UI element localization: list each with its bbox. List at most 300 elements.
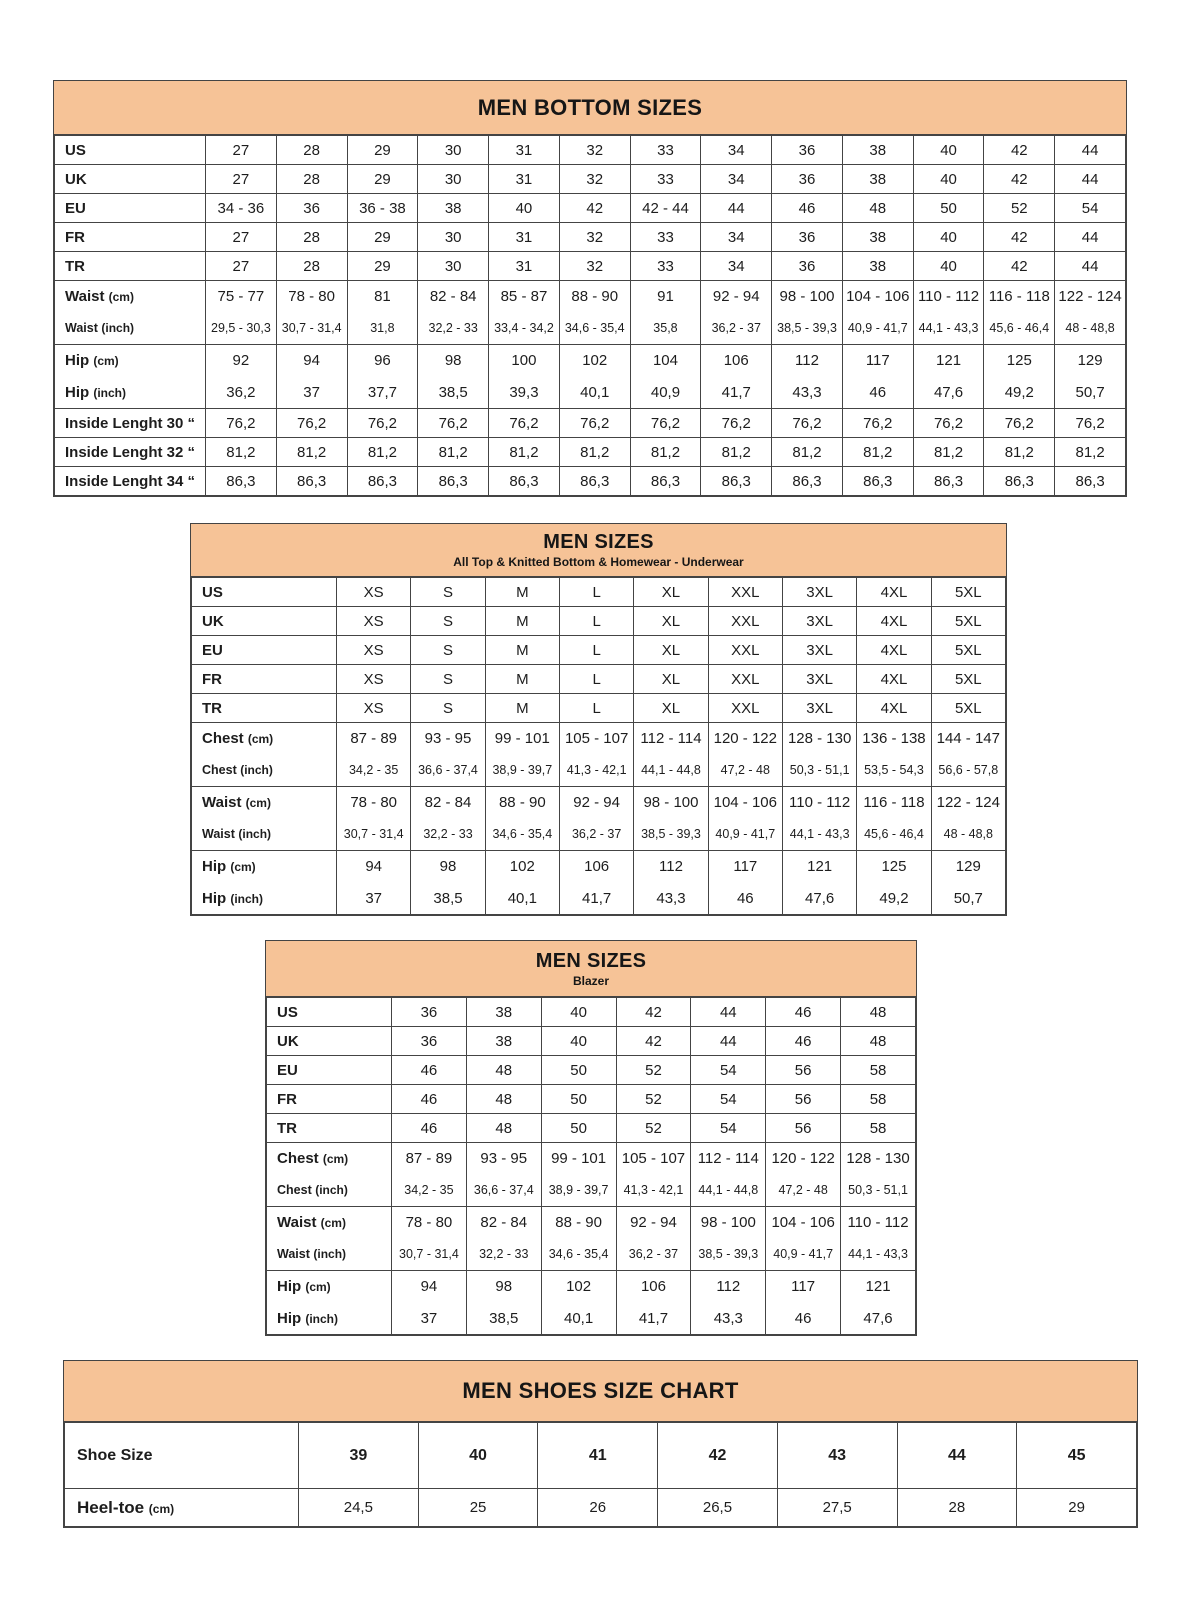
value-cell: L: [559, 665, 633, 694]
row-label: US: [55, 136, 206, 165]
value-cell: 40,1: [485, 883, 559, 915]
row-label: Chest (cm): [192, 723, 337, 755]
value-cell: 106: [559, 851, 633, 883]
value-cell: 44,1 - 43,3: [841, 1239, 916, 1271]
value-cell: 81,2: [559, 438, 630, 467]
table-row: [55, 467, 1126, 496]
value-cell: 86,3: [913, 467, 984, 496]
value-cell: 99 - 101: [485, 723, 559, 755]
value-cell: 92 - 94: [701, 281, 772, 313]
value-cell: 43,3: [691, 1303, 766, 1335]
value-cell: 29: [1017, 1489, 1137, 1527]
row-label: FR: [267, 1085, 392, 1114]
value-cell: 86,3: [842, 467, 913, 496]
value-cell: 5XL: [931, 694, 1005, 723]
value-cell: 41: [538, 1423, 658, 1489]
value-cell: 117: [766, 1271, 841, 1303]
value-cell: 86,3: [559, 467, 630, 496]
value-cell: 44: [691, 998, 766, 1027]
value-cell: 81,2: [489, 438, 560, 467]
table-row: [267, 1207, 916, 1239]
value-cell: 37: [392, 1303, 467, 1335]
value-cell: 52: [984, 194, 1055, 223]
value-cell: 38: [466, 998, 541, 1027]
value-cell: 30,7 - 31,4: [276, 313, 347, 345]
value-cell: 136 - 138: [857, 723, 931, 755]
value-cell: 58: [841, 1114, 916, 1143]
value-cell: 128 - 130: [841, 1143, 916, 1175]
value-cell: 104: [630, 345, 701, 377]
table-row: [192, 636, 1006, 665]
table-row: [55, 345, 1126, 377]
value-cell: 48: [466, 1085, 541, 1114]
value-cell: 54: [691, 1085, 766, 1114]
value-cell: 86,3: [206, 467, 277, 496]
value-cell: 3XL: [782, 607, 856, 636]
value-cell: 42 - 44: [630, 194, 701, 223]
value-cell: 42: [984, 223, 1055, 252]
row-label: Inside Lenght 30 “: [55, 409, 206, 438]
value-cell: 78 - 80: [392, 1207, 467, 1239]
table-row: [55, 194, 1126, 223]
row-label: Waist (cm): [192, 787, 337, 819]
value-cell: 81,2: [630, 438, 701, 467]
value-cell: 36: [772, 252, 843, 281]
value-cell: 47,6: [913, 377, 984, 409]
value-cell: 38,5: [466, 1303, 541, 1335]
value-cell: 100: [489, 345, 560, 377]
value-cell: 122 - 124: [1055, 281, 1126, 313]
row-label: Waist (cm): [55, 281, 206, 313]
row-label: EU: [55, 194, 206, 223]
value-cell: 54: [691, 1056, 766, 1085]
value-cell: 49,2: [857, 883, 931, 915]
value-cell: 34,6 - 35,4: [485, 819, 559, 851]
row-label: TR: [55, 252, 206, 281]
value-cell: 36: [392, 1027, 467, 1056]
value-cell: 40,1: [541, 1303, 616, 1335]
value-cell: 98: [466, 1271, 541, 1303]
value-cell: 48: [466, 1114, 541, 1143]
value-cell: 110 - 112: [782, 787, 856, 819]
value-cell: XXL: [708, 694, 782, 723]
value-cell: 3XL: [782, 636, 856, 665]
table-title: MEN SHOES SIZE CHART: [462, 1378, 739, 1403]
value-cell: 105 - 107: [559, 723, 633, 755]
value-cell: 86,3: [347, 467, 418, 496]
value-cell: 38: [842, 165, 913, 194]
value-cell: 36 - 38: [347, 194, 418, 223]
value-cell: 87 - 89: [337, 723, 411, 755]
value-cell: 33: [630, 252, 701, 281]
value-cell: 92: [206, 345, 277, 377]
value-cell: 81,2: [418, 438, 489, 467]
value-cell: 116 - 118: [857, 787, 931, 819]
value-cell: 86,3: [276, 467, 347, 496]
value-cell: 26,5: [658, 1489, 778, 1527]
value-cell: 129: [1055, 345, 1126, 377]
table-row: [192, 851, 1006, 883]
value-cell: 76,2: [630, 409, 701, 438]
value-cell: 32: [559, 252, 630, 281]
row-label: UK: [192, 607, 337, 636]
value-cell: 120 - 122: [708, 723, 782, 755]
value-cell: 29: [347, 252, 418, 281]
value-cell: 34,6 - 35,4: [559, 313, 630, 345]
value-cell: 38,9 - 39,7: [485, 755, 559, 787]
value-cell: 94: [276, 345, 347, 377]
row-label: US: [267, 998, 392, 1027]
value-cell: 4XL: [857, 694, 931, 723]
value-cell: 49,2: [984, 377, 1055, 409]
value-cell: 46: [772, 194, 843, 223]
value-cell: 81: [347, 281, 418, 313]
table-row: [267, 1271, 916, 1303]
value-cell: 93 - 95: [411, 723, 485, 755]
value-cell: 32,2 - 33: [411, 819, 485, 851]
row-label: Chest (cm): [267, 1143, 392, 1175]
value-cell: 30,7 - 31,4: [337, 819, 411, 851]
value-cell: 50: [541, 1085, 616, 1114]
value-cell: 38: [842, 223, 913, 252]
value-cell: 98: [411, 851, 485, 883]
value-cell: 39: [299, 1423, 419, 1489]
value-cell: 46: [766, 1027, 841, 1056]
value-cell: 36: [276, 194, 347, 223]
value-cell: M: [485, 694, 559, 723]
value-cell: S: [411, 694, 485, 723]
value-cell: 29: [347, 136, 418, 165]
value-cell: 47,2 - 48: [766, 1175, 841, 1207]
men-shoes-size-chart-table: [63, 1360, 1138, 1528]
value-cell: 81,2: [772, 438, 843, 467]
value-cell: 47,2 - 48: [708, 755, 782, 787]
value-cell: 48 - 48,8: [931, 819, 1005, 851]
value-cell: 82 - 84: [466, 1207, 541, 1239]
value-cell: 31,8: [347, 313, 418, 345]
value-cell: 44,1 - 43,3: [913, 313, 984, 345]
value-cell: 121: [782, 851, 856, 883]
value-cell: 44: [1055, 136, 1126, 165]
value-cell: 42: [616, 1027, 691, 1056]
value-cell: XL: [634, 636, 708, 665]
value-cell: 30: [418, 252, 489, 281]
value-cell: 129: [931, 851, 1005, 883]
row-label: Chest (inch): [267, 1175, 392, 1207]
value-cell: 104 - 106: [766, 1207, 841, 1239]
table-row: [192, 694, 1006, 723]
row-label: Hip (cm): [55, 345, 206, 377]
value-cell: 5XL: [931, 578, 1005, 607]
value-cell: 25: [418, 1489, 538, 1527]
value-cell: 81,2: [701, 438, 772, 467]
value-cell: 31: [489, 223, 560, 252]
value-cell: L: [559, 694, 633, 723]
value-cell: 40: [541, 1027, 616, 1056]
value-cell: 56,6 - 57,8: [931, 755, 1005, 787]
value-cell: 37: [276, 377, 347, 409]
value-cell: 40: [541, 998, 616, 1027]
value-cell: 29: [347, 223, 418, 252]
value-cell: 30: [418, 136, 489, 165]
value-cell: 40: [489, 194, 560, 223]
value-cell: 36,6 - 37,4: [411, 755, 485, 787]
value-cell: 30,7 - 31,4: [392, 1239, 467, 1271]
value-cell: 38,9 - 39,7: [541, 1175, 616, 1207]
value-cell: 32,2 - 33: [418, 313, 489, 345]
value-cell: 37: [337, 883, 411, 915]
value-cell: 38,5 - 39,3: [691, 1239, 766, 1271]
value-cell: 36,2 - 37: [616, 1239, 691, 1271]
value-cell: 58: [841, 1056, 916, 1085]
value-cell: 76,2: [913, 409, 984, 438]
value-cell: XS: [337, 607, 411, 636]
value-cell: 144 - 147: [931, 723, 1005, 755]
value-cell: L: [559, 578, 633, 607]
table-row: [267, 1085, 916, 1114]
value-cell: 5XL: [931, 665, 1005, 694]
value-cell: 47,6: [782, 883, 856, 915]
row-label: Chest (inch): [192, 755, 337, 787]
value-cell: 110 - 112: [913, 281, 984, 313]
value-cell: 75 - 77: [206, 281, 277, 313]
table-row: [55, 252, 1126, 281]
value-cell: 5XL: [931, 636, 1005, 665]
table-row: [267, 1239, 916, 1271]
value-cell: 34,6 - 35,4: [541, 1239, 616, 1271]
value-cell: 48: [842, 194, 913, 223]
value-cell: 44: [691, 1027, 766, 1056]
value-cell: 102: [559, 345, 630, 377]
value-cell: 47,6: [841, 1303, 916, 1335]
value-cell: 48: [466, 1056, 541, 1085]
value-cell: 98 - 100: [634, 787, 708, 819]
table-row: [192, 578, 1006, 607]
table-row: [192, 755, 1006, 787]
row-label: FR: [192, 665, 337, 694]
value-cell: 46: [842, 377, 913, 409]
value-cell: 40: [913, 252, 984, 281]
value-cell: 117: [842, 345, 913, 377]
value-cell: 42: [984, 165, 1055, 194]
table-row: [267, 1056, 916, 1085]
value-cell: 46: [766, 1303, 841, 1335]
value-cell: 120 - 122: [766, 1143, 841, 1175]
value-cell: 86,3: [489, 467, 560, 496]
value-cell: 34: [701, 136, 772, 165]
value-cell: 39,3: [489, 377, 560, 409]
table-subtitle: All Top & Knitted Bottom & Homewear - Underwear: [453, 555, 744, 569]
value-cell: 32: [559, 136, 630, 165]
value-cell: 81,2: [206, 438, 277, 467]
value-cell: 27: [206, 252, 277, 281]
value-cell: XXL: [708, 578, 782, 607]
table-row: [192, 607, 1006, 636]
value-cell: 43: [777, 1423, 897, 1489]
value-cell: 99 - 101: [541, 1143, 616, 1175]
table-row: [267, 1143, 916, 1175]
value-cell: 104 - 106: [708, 787, 782, 819]
table-row: [55, 165, 1126, 194]
value-cell: 50,3 - 51,1: [841, 1175, 916, 1207]
value-cell: 88 - 90: [559, 281, 630, 313]
men-sizes-top-underwear-table: [190, 523, 1007, 916]
value-cell: 112: [634, 851, 708, 883]
value-cell: 81,2: [1055, 438, 1126, 467]
value-cell: 78 - 80: [337, 787, 411, 819]
value-cell: 35,8: [630, 313, 701, 345]
value-cell: 38,5 - 39,3: [634, 819, 708, 851]
value-cell: 43,3: [634, 883, 708, 915]
value-cell: 42: [658, 1423, 778, 1489]
value-cell: 98 - 100: [691, 1207, 766, 1239]
value-cell: 76,2: [347, 409, 418, 438]
value-cell: 86,3: [1055, 467, 1126, 496]
table-row: [55, 409, 1126, 438]
value-cell: 86,3: [630, 467, 701, 496]
value-cell: 50,7: [1055, 377, 1126, 409]
table-header: [54, 81, 1126, 135]
value-cell: 76,2: [559, 409, 630, 438]
value-cell: 42: [984, 136, 1055, 165]
value-cell: 102: [485, 851, 559, 883]
value-cell: 31: [489, 136, 560, 165]
value-cell: 48: [841, 1027, 916, 1056]
value-cell: 3XL: [782, 578, 856, 607]
value-cell: 38: [842, 252, 913, 281]
value-cell: 27: [206, 223, 277, 252]
value-cell: S: [411, 607, 485, 636]
value-cell: 3XL: [782, 665, 856, 694]
value-cell: S: [411, 636, 485, 665]
value-cell: 46: [708, 883, 782, 915]
table-header: [64, 1361, 1137, 1422]
row-label: FR: [55, 223, 206, 252]
row-label: TR: [192, 694, 337, 723]
row-label: Hip (inch): [55, 377, 206, 409]
value-cell: 41,7: [616, 1303, 691, 1335]
value-cell: 40,1: [559, 377, 630, 409]
value-cell: 42: [616, 998, 691, 1027]
value-cell: XXL: [708, 607, 782, 636]
value-cell: XXL: [708, 636, 782, 665]
value-cell: 44: [897, 1423, 1017, 1489]
value-cell: 121: [913, 345, 984, 377]
value-cell: 27: [206, 165, 277, 194]
table-row: [267, 1027, 916, 1056]
value-cell: 32,2 - 33: [466, 1239, 541, 1271]
value-cell: 31: [489, 165, 560, 194]
value-cell: 50: [913, 194, 984, 223]
row-label: Shoe Size: [65, 1423, 299, 1489]
value-cell: 36,2 - 37: [559, 819, 633, 851]
value-cell: 82 - 84: [418, 281, 489, 313]
value-cell: XL: [634, 694, 708, 723]
value-cell: 81,2: [984, 438, 1055, 467]
value-cell: 121: [841, 1271, 916, 1303]
value-cell: 76,2: [984, 409, 1055, 438]
value-cell: 28: [276, 252, 347, 281]
value-cell: 44: [701, 194, 772, 223]
value-cell: 28: [276, 165, 347, 194]
value-cell: 42: [559, 194, 630, 223]
value-cell: 56: [766, 1114, 841, 1143]
size-table: [266, 997, 916, 1335]
value-cell: 46: [392, 1114, 467, 1143]
value-cell: 38: [466, 1027, 541, 1056]
value-cell: 44: [1055, 165, 1126, 194]
value-cell: 76,2: [772, 409, 843, 438]
table-row: [192, 665, 1006, 694]
value-cell: 86,3: [984, 467, 1055, 496]
value-cell: 36: [772, 165, 843, 194]
row-label: Heel-toe (cm): [65, 1489, 299, 1527]
row-label: Hip (inch): [267, 1303, 392, 1335]
table-row: [192, 723, 1006, 755]
value-cell: 81,2: [913, 438, 984, 467]
value-cell: 38: [842, 136, 913, 165]
value-cell: 24,5: [299, 1489, 419, 1527]
value-cell: 93 - 95: [466, 1143, 541, 1175]
value-cell: 36,2: [206, 377, 277, 409]
men-bottom-sizes-table: [53, 80, 1127, 497]
value-cell: 102: [541, 1271, 616, 1303]
table-row: [192, 819, 1006, 851]
value-cell: 50,3 - 51,1: [782, 755, 856, 787]
row-label: Hip (inch): [192, 883, 337, 915]
value-cell: XS: [337, 665, 411, 694]
table-row: [55, 136, 1126, 165]
value-cell: 40: [913, 223, 984, 252]
row-label: Waist (inch): [55, 313, 206, 345]
value-cell: 36,6 - 37,4: [466, 1175, 541, 1207]
table-row: [192, 787, 1006, 819]
row-label: UK: [55, 165, 206, 194]
row-label: Inside Lenght 32 “: [55, 438, 206, 467]
size-table: [191, 577, 1006, 915]
value-cell: 76,2: [1055, 409, 1126, 438]
value-cell: 104 - 106: [842, 281, 913, 313]
value-cell: 40: [913, 165, 984, 194]
value-cell: 44: [1055, 252, 1126, 281]
row-label: EU: [267, 1056, 392, 1085]
value-cell: M: [485, 665, 559, 694]
value-cell: 98 - 100: [772, 281, 843, 313]
value-cell: 76,2: [489, 409, 560, 438]
row-label: Waist (inch): [192, 819, 337, 851]
value-cell: 46: [766, 998, 841, 1027]
value-cell: 5XL: [931, 607, 1005, 636]
value-cell: 34: [701, 252, 772, 281]
value-cell: 28: [276, 223, 347, 252]
value-cell: 125: [857, 851, 931, 883]
value-cell: 29,5 - 30,3: [206, 313, 277, 345]
value-cell: 86,3: [418, 467, 489, 496]
value-cell: 4XL: [857, 665, 931, 694]
size-table: [54, 135, 1126, 496]
value-cell: 33: [630, 136, 701, 165]
table-header: [191, 524, 1006, 577]
value-cell: 125: [984, 345, 1055, 377]
table-title: MEN SIZES: [543, 531, 654, 553]
value-cell: 52: [616, 1085, 691, 1114]
value-cell: 37,7: [347, 377, 418, 409]
value-cell: 88 - 90: [541, 1207, 616, 1239]
value-cell: 52: [616, 1056, 691, 1085]
value-cell: 45,6 - 46,4: [984, 313, 1055, 345]
table-row: [55, 223, 1126, 252]
value-cell: 30: [418, 165, 489, 194]
